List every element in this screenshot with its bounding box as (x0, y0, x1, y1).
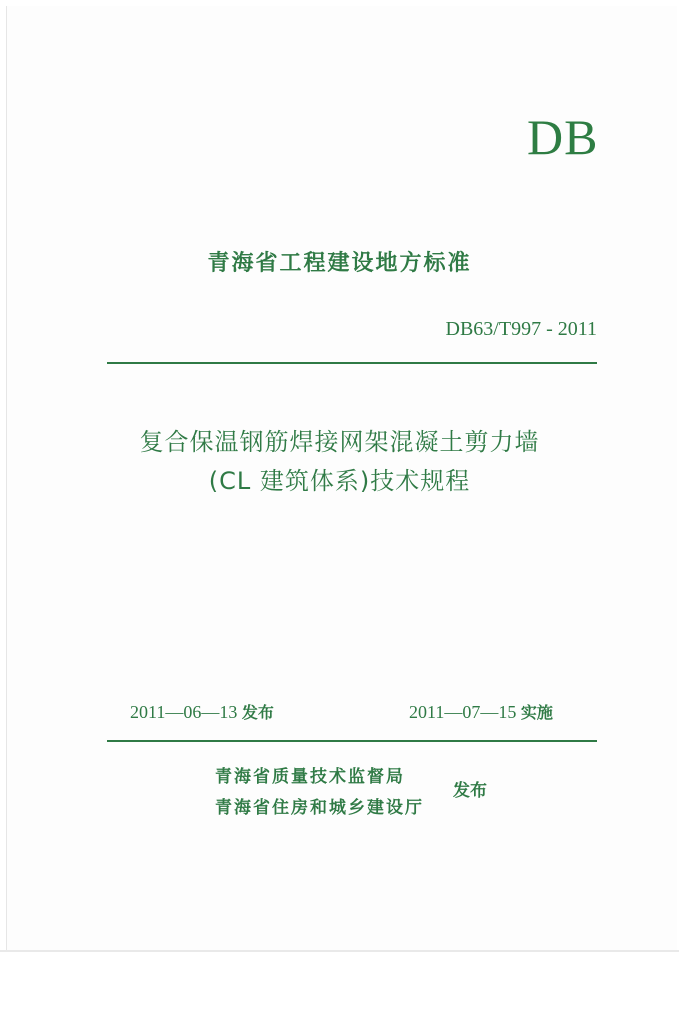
implement-date: 2011—07—15 (409, 702, 517, 722)
issue-date: 2011—06—13 (130, 702, 238, 722)
issuer-2: 青海省住房和城乡建设厅 (215, 798, 424, 818)
top-divider (107, 362, 597, 364)
issue-label: 发布 (241, 703, 274, 722)
bottom-divider (107, 740, 597, 742)
title-line-1: 复合保温钢筋焊接网架混凝土剪力墙 (139, 428, 540, 456)
issuer-1: 青海省质量技术监督局 (215, 767, 405, 787)
implement-date-block (409, 700, 553, 723)
implement-label: 实施 (520, 703, 553, 722)
issue-date-block (130, 700, 274, 723)
title-line-2: (CL 建筑体系)技术规程 (208, 467, 471, 495)
standard-code: DB63/T997 - 2011 (445, 318, 597, 340)
page-edge (0, 950, 679, 952)
db-mark: DB (527, 109, 599, 165)
publish-label: 发布 (453, 781, 487, 801)
standard-type: 青海省工程建设地方标准 (207, 251, 472, 276)
